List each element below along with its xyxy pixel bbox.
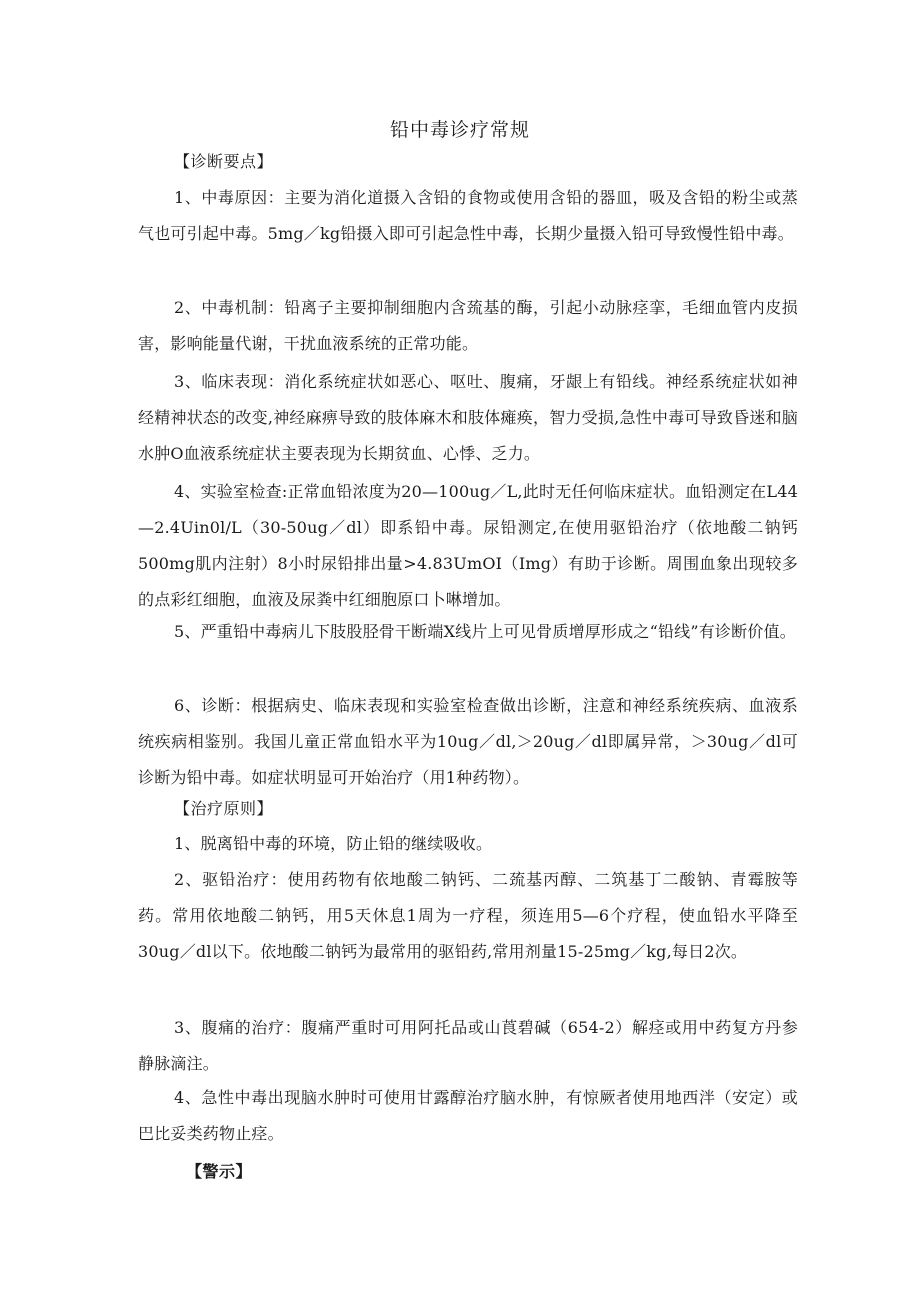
treatment-item-2: 2、驱铅治疗：使用药物有依地酸二钠钙、二巯基丙醇、二筑基丁二酸钠、青霉胺等药。常用依地酸二钠钙，用5天休息1周为一疗程，须连用5—6个疗程，使血铅水平降至30ug／dl以下。依地酸二钠钙为最常用的驱铅药,常用剂量15-25mg／kg,每日2次。 [138, 870, 798, 961]
diagnosis-item-2: 2、中毒机制：铅离子主要抑制细胞内含巯基的酶，引起小动脉痉挛，毛细血管内皮损害，影响能量代谢，干扰血液系统的正常功能。 [138, 298, 798, 353]
diagnosis-item-3: 3、临床表现：消化系统症状如恶心、呕吐、腹痛，牙龈上有铅线。神经系统症状如神经精神状态的改变,神经麻痹导致的肢体麻木和肢体瘫痪，智力受损,急性中毒可导致昏迷和脑水肿O血液系统症状主要表现为长期贫血、心悸、乏力。 [138, 372, 798, 463]
treatment-item-4: 4、急性中毒出现脑水肿时可使用甘露醇治疗脑水肿，有惊厥者使用地西泮（安定）或巴比妥类药物止痉。 [138, 1088, 798, 1143]
diagnosis-item-6: 6、诊断：根据病史、临床表现和实验室检查做出诊断，注意和神经系统疾病、血液系统疾病相鉴别。我国儿童正常血铅水平为10ug／dl,＞20ug／dl即属异常，＞30ug／dl可诊断为铅中毒。如症状明显可开始治疗（用1种药物）。 [138, 696, 798, 787]
section-heading-diagnosis: 【诊断要点】 [174, 152, 274, 171]
section-heading-warning: 【警示】 [186, 1162, 253, 1181]
diagnosis-item-1: 1、中毒原因：主要为消化道摄入含铅的食物或使用含铅的器皿，吸及含铅的粉尘或蒸气也可引起中毒。5mg／kg铅摄入即可引起急性中毒，长期少量摄入铅可导致慢性铅中毒。 [138, 188, 798, 243]
section-heading-treatment: 【治疗原则】 [174, 799, 274, 818]
document-title: 铅中毒诊疗常规 [389, 119, 530, 141]
diagnosis-item-5: 5、严重铅中毒病儿下肢股胫骨干断端X线片上可见骨质增厚形成之“铅线”有诊断价值。 [174, 622, 796, 641]
treatment-item-1: 1、脱离铅中毒的环境，防止铅的继续吸收。 [174, 834, 493, 853]
diagnosis-item-4: 4、实验室检查:正常血铅浓度为20—100ug／L,此时无任何临床症状。血铅测定在L44—2.4Uin0l/L（30-50ug／dl）即系铅中毒。尿铅测定,在使用驱铅治疗（依地酸二钠钙500mg肌内注射）8小时尿铅排出量>4.83UmOI（Img）有助于诊断。周围血象出现较多的点彩红细胞，血液及尿粪中红细胞原口卜啉增加。 [138, 482, 798, 609]
treatment-item-3: 3、腹痛的治疗：腹痛严重时可用阿托品或山莨碧碱（654-2）解痉或用中药复方丹参静脉滴注。 [138, 1018, 798, 1073]
